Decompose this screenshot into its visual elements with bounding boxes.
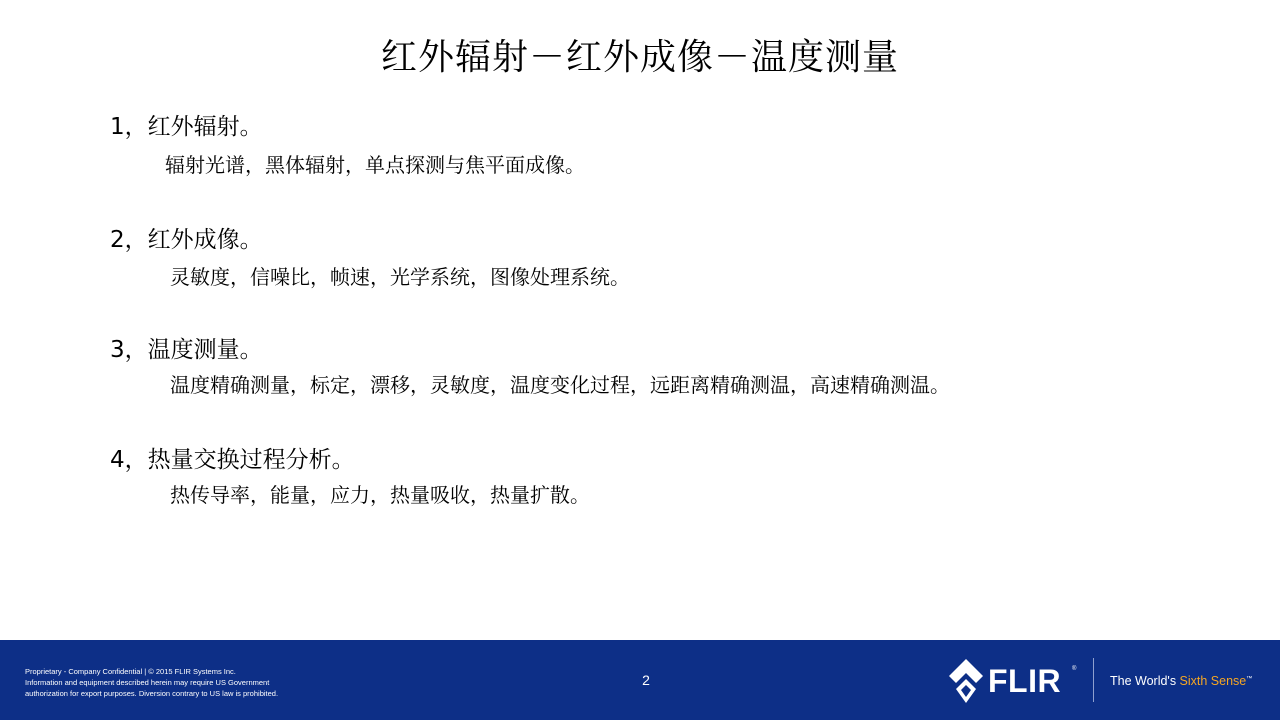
- item-2-heading: 2，红外成像。: [110, 227, 263, 253]
- legal-line: Proprietary - Company Confidential | © 2015 FLIR Systems Inc.: [25, 667, 236, 676]
- item-4-heading: 4，热量交换过程分析。: [110, 447, 355, 473]
- legal-line: authorization for export purposes. Diversion contrary to US law is prohibited.: [25, 689, 279, 698]
- item-4-detail: 热传导率，能量，应力，热量吸收，热量扩散。: [170, 483, 590, 507]
- flir-logo: [948, 658, 1078, 704]
- footer-bar: [0, 640, 1280, 720]
- page-number: 2: [642, 672, 650, 688]
- tagline-accent: Sixth Sense: [1179, 674, 1247, 688]
- logo-registered-mark: ®: [1072, 666, 1077, 672]
- item-3-heading: 3，温度测量。: [110, 337, 263, 363]
- item-2-detail: 灵敏度，信噪比，帧速，光学系统，图像处理系统。: [170, 265, 630, 289]
- item-1-detail: 辐射光谱，黑体辐射，单点探测与焦平面成像。: [165, 153, 585, 177]
- flir-diamond-icon: [948, 658, 984, 704]
- logo-wordmark: FLIR: [988, 663, 1062, 699]
- legal-line: Information and equipment described herein may require US Government: [25, 678, 270, 687]
- item-3-detail: 温度精确测量，标定，漂移，灵敏度，温度变化过程，远距离精确测温，高速精确测温。: [170, 373, 950, 397]
- tagline-trademark: ™: [1246, 675, 1253, 682]
- tagline: [1110, 674, 1252, 688]
- tagline-prefix: The World's: [1110, 674, 1180, 688]
- slide-title: 红外辐射－红外成像－温度测量: [380, 37, 899, 78]
- item-1-heading: 1，红外辐射。: [110, 114, 263, 140]
- legal-notice: [25, 666, 355, 699]
- footer-divider: [1093, 658, 1094, 702]
